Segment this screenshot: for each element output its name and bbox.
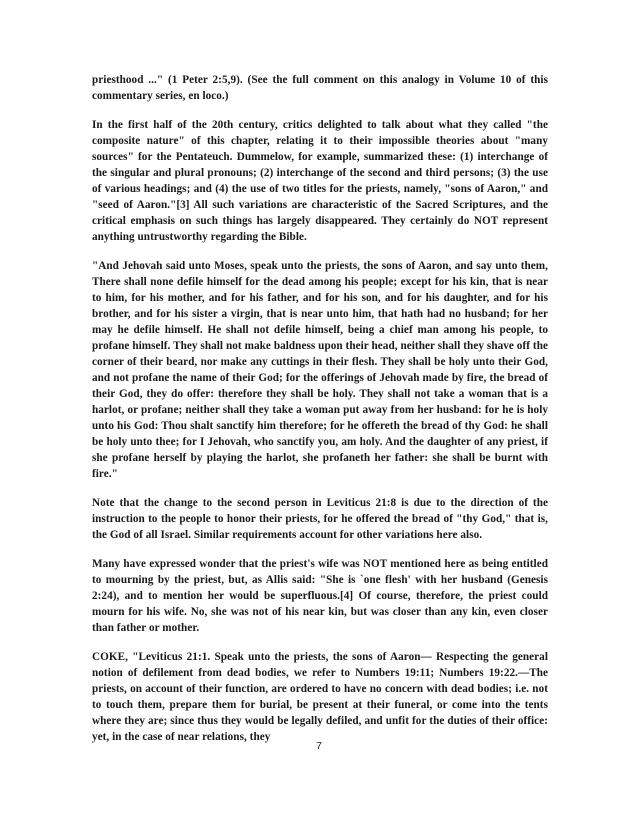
paragraph-priesthood: priesthood ..." (1 Peter 2:5,9). (See the full comment on this analogy in Volume 10 of this commentary series, en loco.) xyxy=(92,74,548,102)
paragraph-composite-nature: In the first half of the 20th century, critics delighted to talk about what they called "the composite nature" of this chapter, relating it to their impossible theories about "many sources" for the Pentateuch. Dummelow, for example, summarized these: (1) interchange of the singular and plural pronouns; (2) interchange of the second and third persons; (3) the use of various headings; and (4) the use of two titles for the priests, namely, "sons of Aaron," and "seed of Aaron."[3] All such variations are characteristic of the Sacred Scriptures, and the critical emphasis on such things has largely disappeared. They certainly do NOT represent anything untrustworthy regarding the Bible. xyxy=(92,119,548,243)
paragraph-priests-wife: Many have expressed wonder that the priest's wife was NOT mentioned here as being entitled to mourning by the priest, but, as Allis said: "She is `one flesh' with her husband (Genesis 2:24), and to mention her would be superfluous.[4] Of course, therefore, the priest could mourn for his wife. No, she was not of his near kin, but was closer than any kin, even closer than father or mother. xyxy=(92,558,548,634)
page-number: 7 xyxy=(316,740,322,752)
page-body xyxy=(92,72,548,758)
paragraph-scripture-quote: "And Jehovah said unto Moses, speak unto the priests, the sons of Aaron, and say unto them, There shall none defile himself for the dead among his people; except for his kin, that is near to him, for his mother, and for his father, and for his son, and for his daughter, and for his brother, and for his sister a virgin, that is near unto him, that hath had no husband; for her may he defile himself. He shall not defile himself, being a chief man among his people, to profane himself. They shall not make baldness upon their head, neither shall they shave off the corner of their beard, nor make any cuttings in their flesh. They shall be holy unto their God, and not profane the name of their God; for the offerings of Jehovah made by fire, the bread of their God, they do offer: therefore they shall be holy. They shall not take a woman that is a harlot, or profane; neither shall they take a woman put away from her husband: for he is holy unto his God: Thou shalt sanctify him therefore; for he offereth the bread of thy God: he shall be holy unto thee; for I Jehovah, who sanctify you, am holy. And the daughter of any priest, if she profane herself by playing the harlot, she profaneth her father: she shall be burnt with fire." xyxy=(92,260,548,480)
paragraph-coke-commentary: COKE, "Leviticus 21:1. Speak unto the priests, the sons of Aaron— Respecting the general notion of defilement from dead bodies, we refer to Numbers 19:11; Numbers 19:22.—The priests, on account of their function, are ordered to have no concern with dead bodies; i.e. not to touch them, prepare them for burial, be present at their funeral, or come into the tents where they are; since thus they would be legally defiled, and unfit for the duties of their office: yet, in the case of near relations, they xyxy=(92,651,548,743)
paragraph-second-person-note: Note that the change to the second person in Leviticus 21:8 is due to the direction of the instruction to the people to honor their priests, for he offered the bread of "thy God," that is, the God of all Israel. Similar requirements account for other variations here also. xyxy=(92,497,548,541)
